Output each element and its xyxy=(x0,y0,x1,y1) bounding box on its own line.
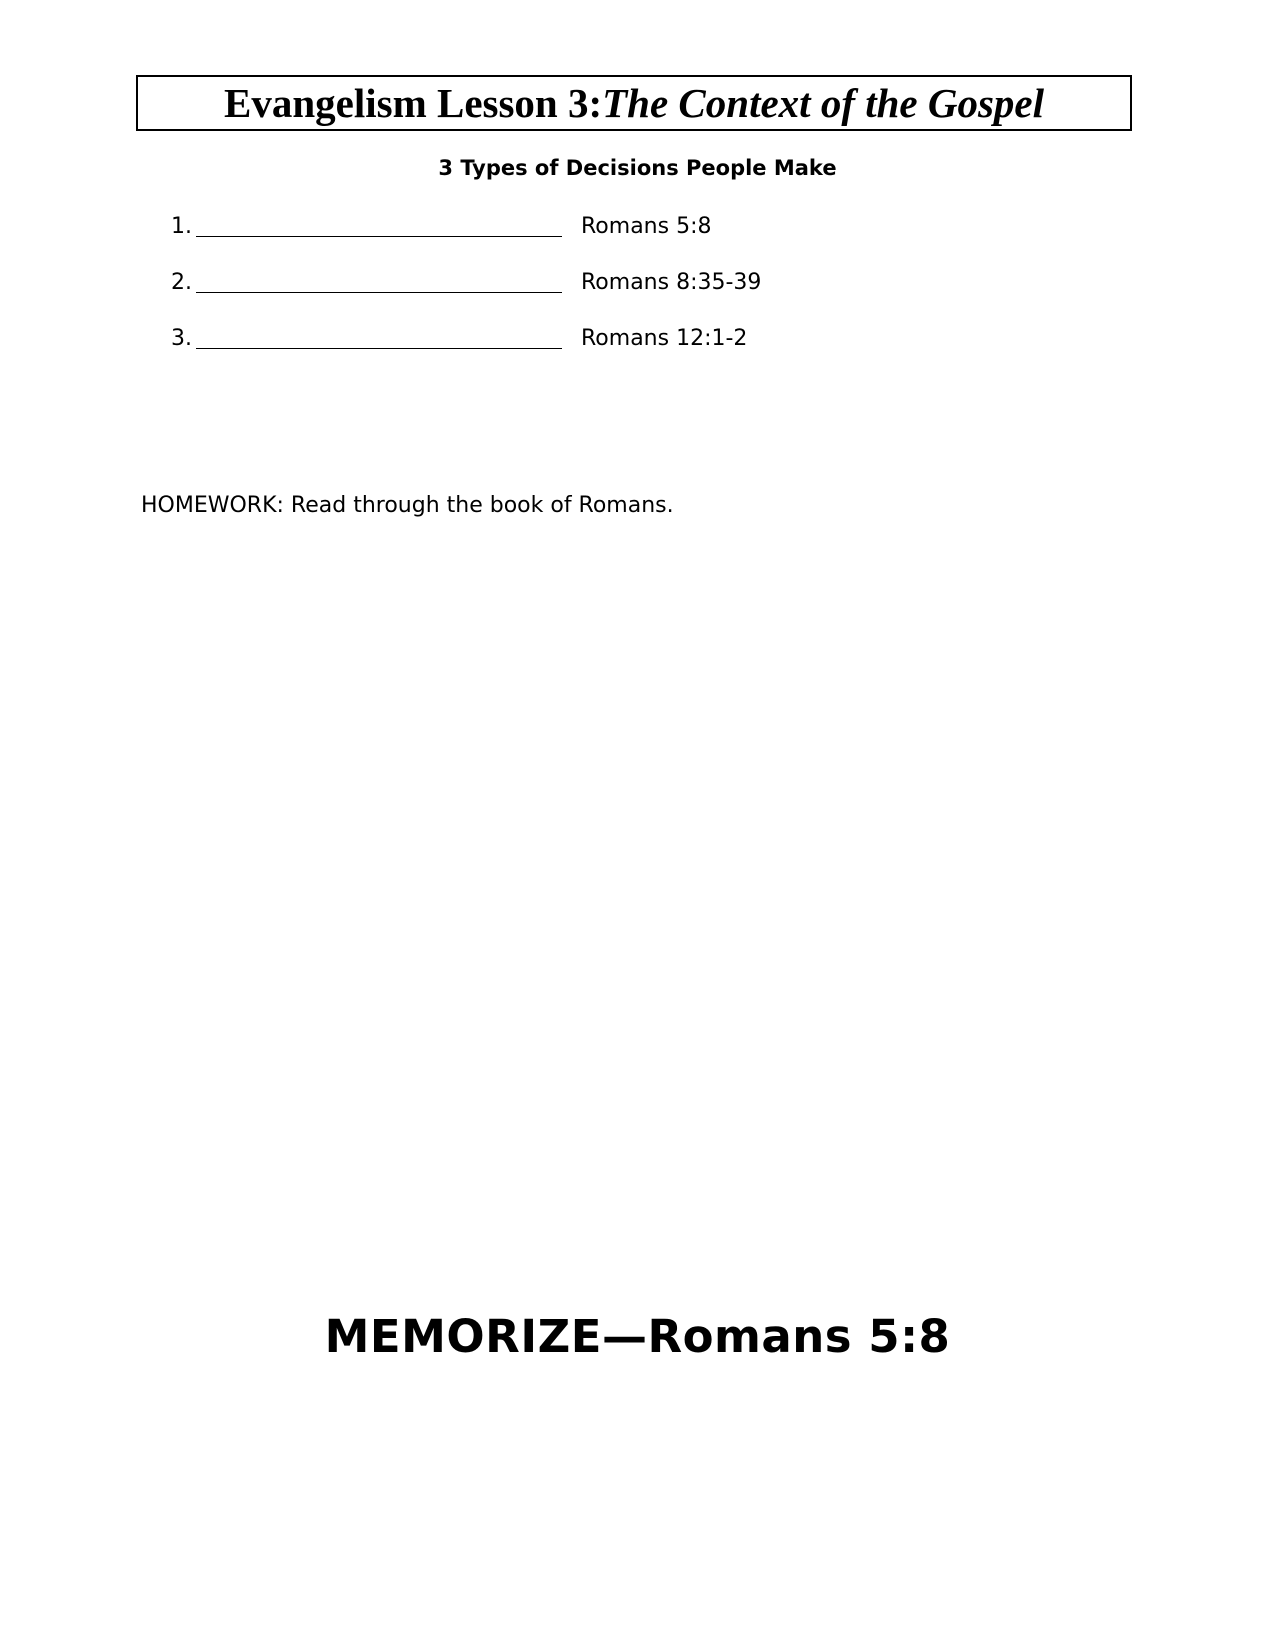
scripture-reference: Romans 12:1-2 xyxy=(581,326,748,351)
item-number: 3. xyxy=(171,326,192,351)
scripture-reference: Romans 8:35-39 xyxy=(581,270,762,295)
answer-blank xyxy=(196,292,562,293)
memorize-verse: MEMORIZE—Romans 5:8 xyxy=(324,1310,951,1363)
scripture-reference: Romans 5:8 xyxy=(581,214,712,239)
section-heading: 3 Types of Decisions People Make xyxy=(438,156,837,180)
item-number: 2. xyxy=(171,270,192,295)
title-prefix: Evangelism Lesson 3: xyxy=(223,80,603,126)
decision-item xyxy=(171,268,871,304)
answer-blank xyxy=(196,348,562,349)
answer-blank xyxy=(196,236,562,237)
page-title xyxy=(136,75,1132,131)
decision-item xyxy=(171,212,871,248)
item-number: 1. xyxy=(171,214,192,239)
title-italic: The Context of the Gospel xyxy=(602,80,1045,126)
homework-note: HOMEWORK: Read through the book of Romans. xyxy=(141,493,674,518)
decision-item xyxy=(171,324,871,360)
